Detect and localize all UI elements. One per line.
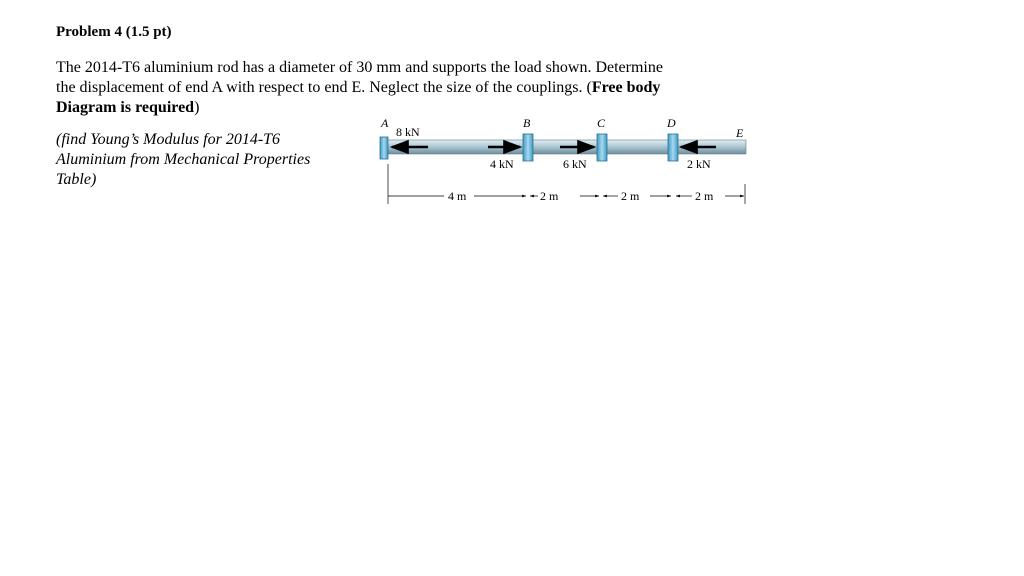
dim-label-ab: 4 m bbox=[448, 189, 467, 203]
point-label-b: B bbox=[523, 116, 531, 130]
hint-line-1: (find Young’s Modulus for 2014-T6 bbox=[56, 131, 281, 148]
hint-text bbox=[56, 130, 376, 190]
dim-label-de: 2 m bbox=[695, 189, 714, 203]
problem-statement bbox=[56, 58, 756, 118]
point-label-c: C bbox=[597, 116, 606, 130]
point-label-d: D bbox=[667, 116, 676, 130]
point-label-e: E bbox=[736, 126, 744, 140]
statement-close: ) bbox=[194, 99, 200, 116]
load-label-a: 8 kN bbox=[396, 125, 420, 139]
statement-line-2 bbox=[56, 78, 756, 98]
hint-line-3: Table) bbox=[56, 171, 97, 188]
dim-label-bc: 2 m bbox=[540, 189, 559, 203]
dim-label-cd: 2 m bbox=[621, 189, 640, 203]
load-label-c: 6 kN bbox=[563, 157, 587, 171]
statement-bold-2: Diagram is required bbox=[56, 99, 195, 116]
point-label-a: A bbox=[381, 116, 389, 130]
coupling-d bbox=[668, 134, 678, 161]
coupling-c bbox=[597, 134, 607, 161]
coupling-b bbox=[523, 134, 533, 161]
statement-bold-1: Free body bbox=[591, 79, 661, 96]
rod-diagram bbox=[370, 112, 760, 212]
load-label-b: 4 kN bbox=[490, 157, 514, 171]
hint-line-2: Aluminium from Mechanical Properties bbox=[56, 151, 311, 168]
load-label-d: 2 kN bbox=[687, 157, 711, 171]
statement-line-1: The 2014-T6 aluminium rod has a diameter of 30 mm and supports the load shown. Determine bbox=[56, 59, 663, 76]
end-cap-a bbox=[380, 137, 388, 159]
statement-text: the displacement of end A with respect to end E. Neglect the size of the couplings. ( bbox=[56, 79, 592, 96]
problem-title: Problem 4 (1.5 pt) bbox=[56, 24, 172, 40]
